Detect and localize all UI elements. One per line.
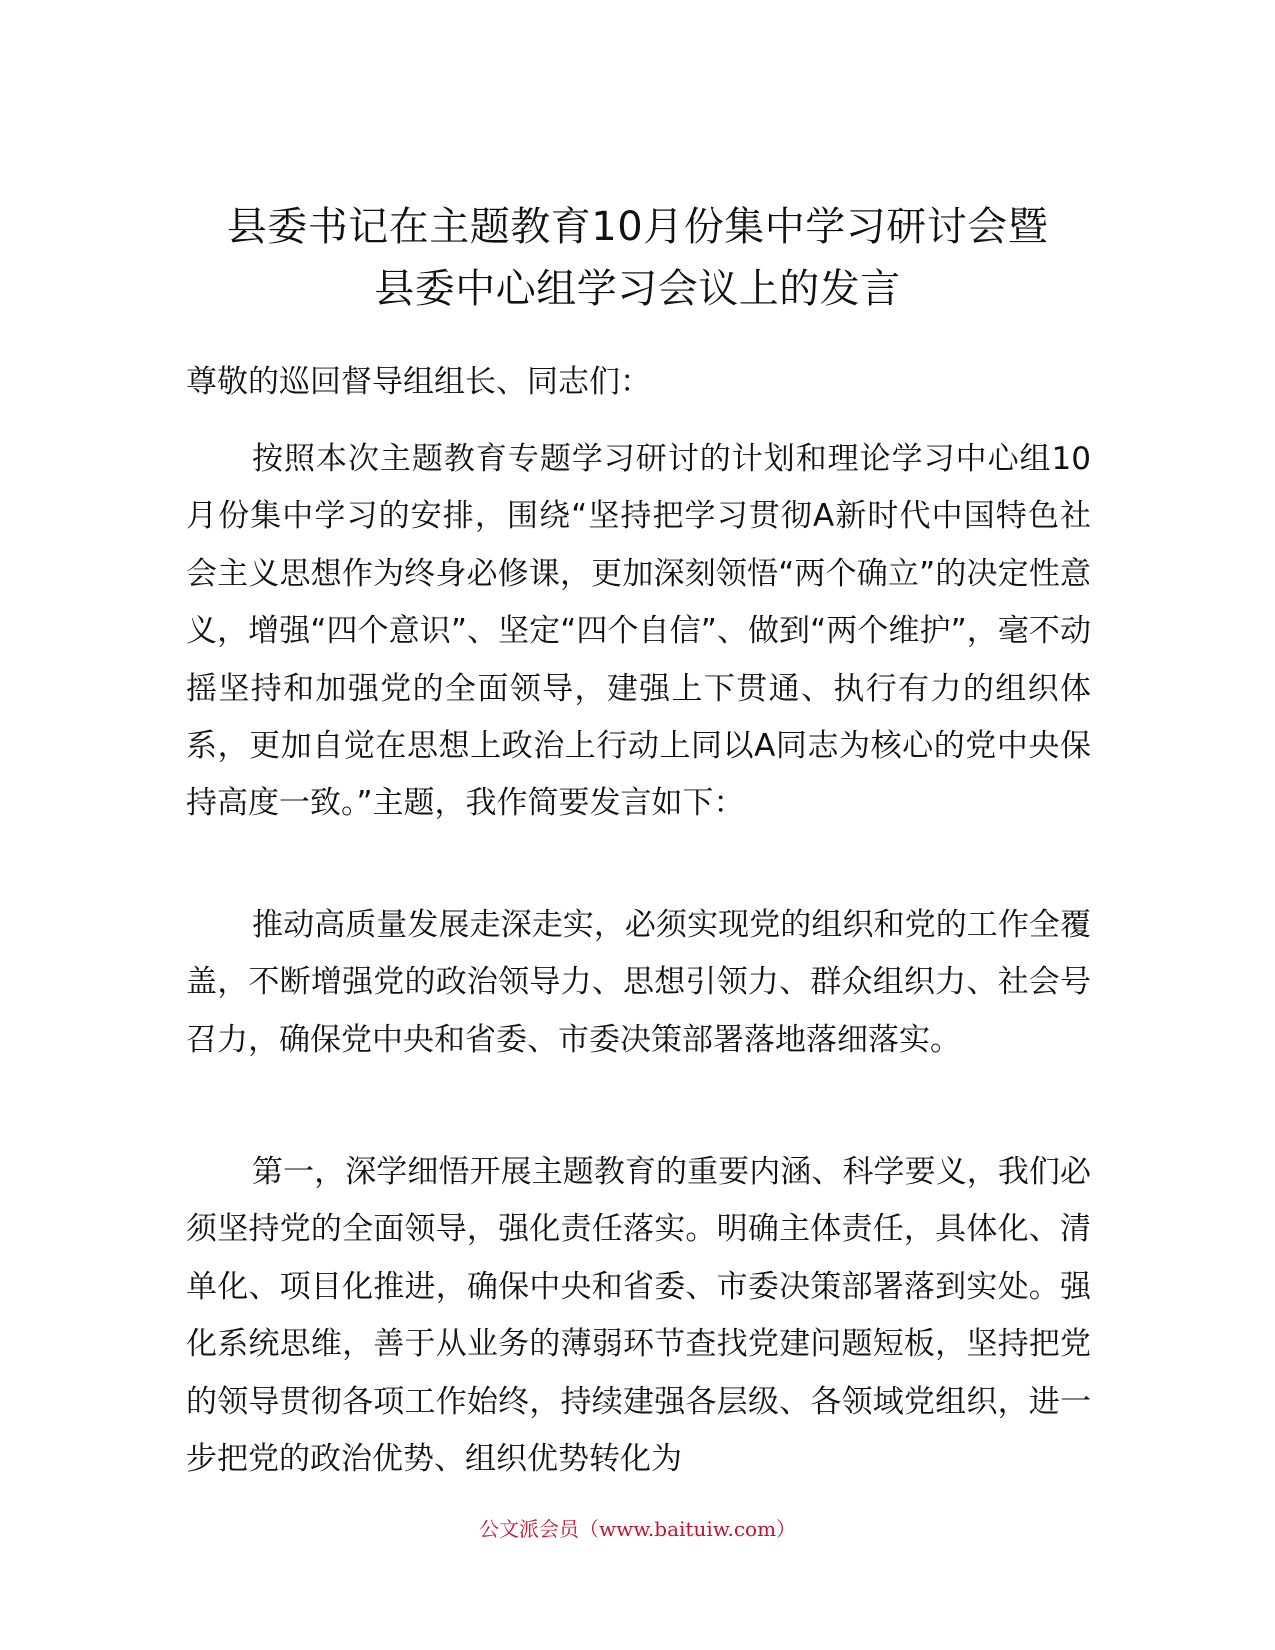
footer-watermark: 公文派会员（www.baituiw.com） <box>478 1517 797 1541</box>
body-paragraph-2: 推动高质量发展走深走实，必须实现党的组织和党的工作全覆盖，不断增强党的政治领导力、思想引领力、群众组织力、社会号召力，确保党中央和省委、市委决策部署落地落细落实。 <box>186 907 1091 1058</box>
title-line-2: 县委中心组学习会议上的发言 <box>374 266 901 312</box>
salutation: 尊敬的巡回督导组组长、同志们： <box>186 364 651 400</box>
body-paragraph-1: 按照本次主题教育专题学习研讨的计划和理论学习中心组10月份集中学习的安排，围绕“坚持把学习贯彻A新时代中国特色社会主义思想作为终身必修课，更加深刻领悟“两个确立”的决定性意义，增强“四个意识”、坚定“四个自信”、做到“两个维护”，毫不动摇坚持和加强党的全面领导，建强上下贯通、执行有力的组织体系，更加自觉在思想上政治上行动上同以A同志为核心的党中央保持高度一致。”主题，我作简要发言如下： <box>186 441 1091 822</box>
title-line-1: 县委书记在主题教育10月份集中学习研讨会暨 <box>226 204 1049 250</box>
body-paragraph-3: 第一，深学细悟开展主题教育的重要内涵、科学要义，我们必须坚持党的全面领导，强化责任落实。明确主体责任，具体化、清单化、项目化推进，确保中央和省委、市委决策部署落到实处。强化系统思维，善于从业务的薄弱环节查找党建问题短板，坚持把党的领导贯彻各项工作始终，持续建强各层级、各领域党组织，进一步把党的政治优势、组织优势转化为 <box>186 1154 1091 1478</box>
document-title <box>150 196 1125 320</box>
